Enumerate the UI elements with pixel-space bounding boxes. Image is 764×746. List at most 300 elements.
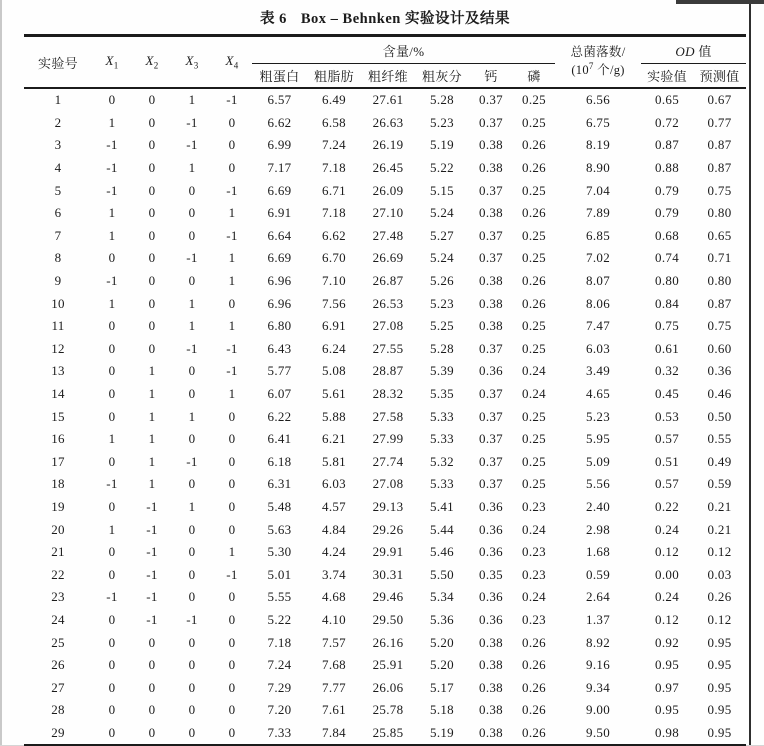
cell-x1: 0 — [108, 386, 116, 402]
cell-x3: 0 — [188, 386, 196, 402]
cell-colony-count: 2.64 — [586, 589, 610, 605]
x2-base: X — [145, 53, 154, 69]
cell-x3: -1 — [186, 114, 198, 130]
cell-calcium: 0.38 — [479, 702, 503, 718]
table-body — [24, 88, 746, 746]
cell-calcium: 0.38 — [479, 679, 503, 695]
cell-crude-fiber: 27.08 — [372, 476, 404, 492]
cell-colony-count: 5.56 — [586, 476, 610, 492]
cell-x3: 0 — [188, 679, 196, 695]
cell-phosphorus: 0.26 — [522, 295, 546, 311]
cell-crude-protein: 6.69 — [267, 250, 292, 266]
table-row — [24, 247, 746, 270]
cell-calcium: 0.37 — [479, 476, 503, 492]
cell-colony-count: 4.65 — [586, 386, 610, 402]
table-row — [24, 563, 746, 586]
cell-crude-fat: 7.68 — [322, 657, 346, 673]
cell-calcium: 0.38 — [479, 657, 503, 673]
cell-calcium: 0.38 — [479, 634, 503, 650]
colony-label-line1: 总菌落数/ — [570, 45, 626, 60]
cell-run-no: 14 — [51, 386, 65, 402]
cell-x3: 0 — [188, 476, 196, 492]
cell-crude-ash: 5.22 — [430, 160, 454, 176]
cell-crude-ash: 5.25 — [430, 318, 454, 334]
cell-od-experimental: 0.84 — [655, 295, 679, 311]
cell-od-experimental: 0.24 — [655, 589, 679, 605]
cell-od-predicted: 0.12 — [707, 611, 732, 627]
cell-crude-ash: 5.15 — [430, 182, 454, 198]
cell-x2: -1 — [146, 498, 158, 514]
cell-crude-ash: 5.19 — [430, 137, 454, 153]
cell-od-predicted: 0.50 — [707, 408, 732, 424]
cell-x1: 0 — [108, 363, 116, 379]
cell-x4: 0 — [228, 498, 236, 514]
table-title — [24, 5, 746, 34]
cell-x1: 1 — [108, 521, 116, 537]
cell-x3: 0 — [188, 521, 196, 537]
run-no-label: 实验号 — [38, 55, 78, 71]
table-header — [24, 36, 746, 89]
cell-od-predicted: 0.36 — [707, 363, 732, 379]
cell-x3: -1 — [186, 137, 198, 153]
cell-phosphorus: 0.26 — [522, 273, 546, 289]
x3-sub: 3 — [193, 60, 199, 71]
cell-colony-count: 7.02 — [586, 250, 610, 266]
cell-crude-protein: 6.57 — [267, 92, 292, 108]
cell-x1: 0 — [108, 611, 116, 627]
od-group-italic: OD — [675, 43, 695, 59]
cell-crude-fat: 5.88 — [322, 408, 346, 424]
col-group-content-percent — [252, 36, 555, 64]
cell-calcium: 0.36 — [479, 589, 503, 605]
cell-x4: 1 — [228, 205, 236, 221]
cell-od-experimental: 0.22 — [655, 498, 679, 514]
cell-colony-count: 9.00 — [586, 702, 610, 718]
cell-calcium: 0.37 — [479, 453, 503, 469]
cell-crude-fiber: 27.48 — [372, 227, 404, 243]
col-header-run-no — [24, 36, 92, 89]
cell-run-no: 1 — [54, 92, 62, 108]
cell-phosphorus: 0.23 — [522, 611, 546, 627]
cell-od-predicted: 0.87 — [707, 295, 732, 311]
col-group-od-value — [641, 36, 746, 64]
cell-x4: -1 — [226, 340, 238, 356]
table-row — [24, 179, 746, 202]
cell-x2: 0 — [148, 137, 156, 153]
cell-od-experimental: 0.32 — [655, 363, 679, 379]
cell-x1: -1 — [106, 160, 118, 176]
cell-phosphorus: 0.26 — [522, 679, 546, 695]
cell-crude-protein: 5.01 — [267, 566, 292, 582]
cell-run-no: 19 — [51, 498, 65, 514]
cell-phosphorus: 0.25 — [522, 92, 546, 108]
cell-colony-count: 1.68 — [586, 544, 610, 560]
cell-od-experimental: 0.72 — [655, 114, 679, 130]
cell-x4: 1 — [228, 386, 236, 402]
cell-crude-fat: 6.70 — [322, 250, 346, 266]
cell-od-experimental: 0.65 — [655, 92, 679, 108]
table-row — [24, 722, 746, 746]
cell-x2: -1 — [146, 566, 158, 582]
cell-run-no: 5 — [54, 182, 62, 198]
cell-calcium: 0.37 — [479, 431, 503, 447]
cell-crude-fiber: 28.32 — [372, 386, 404, 402]
cell-calcium: 0.37 — [479, 386, 503, 402]
col-header-x3 — [172, 36, 212, 89]
cell-crude-fiber: 26.53 — [372, 295, 404, 311]
scan-edge-top — [676, 0, 764, 4]
cell-od-experimental: 0.95 — [655, 657, 679, 673]
table-caption: Box – Behnken 实验设计及结果 — [300, 11, 510, 27]
cell-crude-ash: 5.17 — [430, 679, 454, 695]
cell-x3: 1 — [188, 160, 196, 176]
colony-label-exponent: 7 — [588, 60, 594, 71]
cell-calcium: 0.36 — [479, 498, 503, 514]
colony-label-line2-pre: (10 — [571, 63, 589, 78]
cell-x1: 0 — [108, 408, 116, 424]
table-row — [24, 360, 746, 383]
cell-crude-ash: 5.35 — [430, 386, 454, 402]
cell-phosphorus: 0.23 — [522, 544, 546, 560]
cell-phosphorus: 0.25 — [522, 340, 546, 356]
cell-x1: 0 — [108, 657, 116, 673]
cell-od-predicted: 0.59 — [707, 476, 732, 492]
cell-phosphorus: 0.24 — [522, 363, 546, 379]
cell-x4: -1 — [226, 566, 238, 582]
cell-phosphorus: 0.25 — [522, 476, 546, 492]
cell-x1: -1 — [106, 137, 118, 153]
cell-run-no: 29 — [51, 724, 65, 740]
cell-crude-fat: 4.84 — [322, 521, 346, 537]
cell-od-predicted: 0.80 — [707, 205, 732, 221]
cell-calcium: 0.37 — [479, 114, 503, 130]
cell-x4: -1 — [226, 92, 238, 108]
cell-colony-count: 6.85 — [586, 227, 610, 243]
cell-x2: 0 — [148, 250, 156, 266]
cell-crude-fiber: 29.91 — [372, 544, 404, 560]
cell-od-experimental: 0.79 — [655, 205, 679, 221]
cell-crude-fat: 6.21 — [322, 431, 346, 447]
cell-colony-count: 3.49 — [586, 363, 610, 379]
cell-x1: -1 — [106, 273, 118, 289]
cell-crude-protein: 6.62 — [267, 114, 292, 130]
cell-colony-count: 8.07 — [586, 273, 610, 289]
cell-colony-count: 6.56 — [586, 92, 610, 108]
cell-x4: 0 — [228, 408, 236, 424]
cell-x2: 1 — [148, 363, 156, 379]
cell-x2: 1 — [148, 476, 156, 492]
cell-phosphorus: 0.24 — [522, 386, 546, 402]
cell-crude-protein: 5.30 — [267, 544, 292, 560]
cell-crude-fat: 5.08 — [322, 363, 346, 379]
cell-od-predicted: 0.71 — [707, 250, 732, 266]
cell-colony-count: 9.34 — [586, 679, 610, 695]
cell-crude-fiber: 29.26 — [372, 521, 404, 537]
cell-od-experimental: 0.53 — [655, 408, 679, 424]
table-row — [24, 270, 746, 293]
cell-crude-ash: 5.18 — [430, 702, 454, 718]
cell-phosphorus: 0.25 — [522, 227, 546, 243]
cell-x2: 0 — [148, 318, 156, 334]
cell-x2: 0 — [148, 724, 156, 740]
cell-x1: 0 — [108, 340, 116, 356]
cell-crude-fiber: 29.50 — [372, 611, 404, 627]
cell-x4: 0 — [228, 589, 236, 605]
cell-crude-fiber: 27.58 — [372, 408, 404, 424]
cell-x4: 0 — [228, 476, 236, 492]
cell-crude-protein: 5.77 — [267, 363, 292, 379]
header-row-groups — [24, 36, 746, 64]
cell-calcium: 0.37 — [479, 250, 503, 266]
col-header-crude-ash: 粗灰分 — [415, 64, 469, 89]
cell-colony-count: 6.75 — [586, 114, 610, 130]
cell-colony-count: 5.95 — [586, 431, 610, 447]
table-row — [24, 609, 746, 632]
cell-od-experimental: 0.57 — [655, 476, 679, 492]
cell-crude-fat: 6.49 — [322, 92, 346, 108]
cell-crude-ash: 5.20 — [430, 634, 454, 650]
cell-crude-fat: 6.24 — [322, 340, 346, 356]
cell-crude-protein: 6.43 — [267, 340, 292, 356]
cell-calcium: 0.37 — [479, 340, 503, 356]
cell-crude-fiber: 27.61 — [372, 92, 404, 108]
cell-x1: 0 — [108, 318, 116, 334]
cell-crude-fat: 7.57 — [322, 634, 346, 650]
cell-crude-fat: 4.24 — [322, 544, 346, 560]
cell-x3: -1 — [186, 611, 198, 627]
cell-od-experimental: 0.00 — [655, 566, 679, 582]
cell-crude-protein: 7.17 — [267, 160, 292, 176]
cell-x1: 0 — [108, 453, 116, 469]
cell-phosphorus: 0.24 — [522, 589, 546, 605]
cell-x3: 0 — [188, 702, 196, 718]
cell-od-predicted: 0.75 — [707, 182, 732, 198]
cell-od-experimental: 0.51 — [655, 453, 679, 469]
cell-x2: 0 — [148, 205, 156, 221]
cell-crude-protein: 5.63 — [267, 521, 292, 537]
cell-phosphorus: 0.25 — [522, 182, 546, 198]
cell-x3: 0 — [188, 363, 196, 379]
table-row — [24, 112, 746, 135]
cell-od-experimental: 0.87 — [655, 137, 679, 153]
cell-x2: 1 — [148, 408, 156, 424]
col-header-x1 — [92, 36, 132, 89]
cell-crude-fat: 7.84 — [322, 724, 346, 740]
table-row — [24, 225, 746, 248]
cell-crude-protein: 6.22 — [267, 408, 292, 424]
cell-crude-fiber: 27.08 — [372, 318, 404, 334]
cell-crude-fat: 6.58 — [322, 114, 346, 130]
cell-crude-fat: 7.10 — [322, 273, 346, 289]
cell-crude-ash: 5.20 — [430, 657, 454, 673]
cell-crude-ash: 5.28 — [430, 340, 454, 356]
cell-crude-fat: 5.61 — [322, 386, 346, 402]
scan-edge-right — [749, 0, 751, 746]
cell-x1: 0 — [108, 544, 116, 560]
cell-calcium: 0.38 — [479, 137, 503, 153]
cell-x2: -1 — [146, 589, 158, 605]
cell-crude-ash: 5.33 — [430, 476, 454, 492]
scan-edge-left — [0, 0, 2, 746]
cell-run-no: 9 — [54, 273, 62, 289]
cell-run-no: 6 — [54, 205, 62, 221]
cell-x1: 0 — [108, 702, 116, 718]
cell-crude-fat: 6.91 — [322, 318, 346, 334]
cell-crude-ash: 5.50 — [430, 566, 454, 582]
cell-crude-protein: 6.31 — [267, 476, 292, 492]
cell-x2: 0 — [148, 227, 156, 243]
cell-x3: -1 — [186, 340, 198, 356]
cell-x1: -1 — [106, 182, 118, 198]
cell-run-no: 12 — [51, 340, 65, 356]
cell-crude-fiber: 25.91 — [372, 657, 404, 673]
x2-sub: 2 — [153, 60, 159, 71]
cell-crude-ash: 5.24 — [430, 250, 454, 266]
cell-run-no: 8 — [54, 250, 62, 266]
cell-x2: 1 — [148, 431, 156, 447]
cell-od-experimental: 0.24 — [655, 521, 679, 537]
cell-run-no: 20 — [51, 521, 65, 537]
cell-od-predicted: 0.12 — [707, 544, 732, 560]
cell-phosphorus: 0.25 — [522, 408, 546, 424]
col-header-crude-fiber: 粗纤维 — [361, 64, 415, 89]
table-row — [24, 428, 746, 451]
cell-colony-count: 8.92 — [586, 634, 610, 650]
cell-x1: 0 — [108, 566, 116, 582]
cell-crude-fat: 7.18 — [322, 205, 346, 221]
cell-x2: 0 — [148, 92, 156, 108]
cell-run-no: 28 — [51, 702, 65, 718]
col-header-crude-fat: 粗脂肪 — [307, 64, 361, 89]
cell-colony-count: 0.59 — [586, 566, 610, 582]
cell-od-experimental: 0.12 — [655, 544, 679, 560]
cell-crude-ash: 5.33 — [430, 431, 454, 447]
table-container — [24, 5, 746, 746]
cell-x1: 1 — [108, 114, 116, 130]
cell-crude-fiber: 26.16 — [372, 634, 404, 650]
cell-x2: -1 — [146, 521, 158, 537]
cell-colony-count: 6.03 — [586, 340, 610, 356]
cell-crude-protein: 5.55 — [267, 589, 292, 605]
cell-crude-fat: 7.61 — [322, 702, 346, 718]
table-row — [24, 699, 746, 722]
cell-calcium: 0.38 — [479, 318, 503, 334]
cell-x4: 0 — [228, 295, 236, 311]
cell-x1: 1 — [108, 431, 116, 447]
cell-od-predicted: 0.21 — [707, 521, 732, 537]
cell-calcium: 0.38 — [479, 205, 503, 221]
cell-phosphorus: 0.25 — [522, 431, 546, 447]
cell-x3: 0 — [188, 566, 196, 582]
cell-run-no: 15 — [51, 408, 65, 424]
cell-x3: 0 — [188, 182, 196, 198]
cell-x1: 0 — [108, 92, 116, 108]
cell-phosphorus: 0.24 — [522, 521, 546, 537]
cell-crude-fat: 7.24 — [322, 137, 346, 153]
cell-crude-protein: 6.80 — [267, 318, 292, 334]
cell-x1: 0 — [108, 498, 116, 514]
cell-calcium: 0.36 — [479, 363, 503, 379]
col-header-crude-protein: 粗蛋白 — [252, 64, 307, 89]
cell-od-experimental: 0.80 — [655, 273, 679, 289]
cell-x3: 1 — [188, 408, 196, 424]
cell-x1: -1 — [106, 476, 118, 492]
cell-crude-protein: 7.33 — [267, 724, 292, 740]
cell-colony-count: 8.90 — [586, 160, 610, 176]
cell-run-no: 16 — [51, 431, 65, 447]
cell-crude-protein: 6.96 — [267, 295, 292, 311]
cell-run-no: 10 — [51, 295, 65, 311]
cell-crude-fiber: 26.06 — [372, 679, 404, 695]
table-row — [24, 541, 746, 564]
cell-crude-protein: 6.99 — [267, 137, 292, 153]
cell-x4: 0 — [228, 521, 236, 537]
cell-phosphorus: 0.25 — [522, 250, 546, 266]
cell-x2: 0 — [148, 295, 156, 311]
cell-x1: 0 — [108, 724, 116, 740]
cell-x4: 1 — [228, 250, 236, 266]
cell-x4: 0 — [228, 160, 236, 176]
col-header-od-predicted: 预测值 — [693, 64, 746, 89]
table-row — [24, 586, 746, 609]
cell-x1: 0 — [108, 634, 116, 650]
cell-colony-count: 1.37 — [586, 611, 610, 627]
cell-crude-ash: 5.36 — [430, 611, 454, 627]
cell-crude-fat: 3.74 — [322, 566, 346, 582]
col-header-colony-count — [555, 36, 641, 89]
cell-run-no: 27 — [51, 679, 65, 695]
table-row — [24, 202, 746, 225]
cell-x3: 0 — [188, 544, 196, 560]
cell-od-predicted: 0.65 — [707, 227, 732, 243]
cell-crude-ash: 5.41 — [430, 498, 454, 514]
cell-x1: 0 — [108, 679, 116, 695]
cell-run-no: 11 — [51, 318, 65, 334]
cell-crude-fat: 7.18 — [322, 160, 346, 176]
cell-run-no: 18 — [51, 476, 65, 492]
cell-colony-count: 5.23 — [586, 408, 610, 424]
cell-x2: 1 — [148, 386, 156, 402]
cell-crude-fat: 6.62 — [322, 227, 346, 243]
table-row — [24, 451, 746, 474]
cell-crude-ash: 5.34 — [430, 589, 454, 605]
cell-run-no: 21 — [51, 544, 65, 560]
cell-x3: -1 — [186, 250, 198, 266]
cell-od-experimental: 0.68 — [655, 227, 679, 243]
cell-crude-fat: 6.71 — [322, 182, 346, 198]
cell-crude-fiber: 27.74 — [372, 453, 404, 469]
cell-calcium: 0.38 — [479, 295, 503, 311]
cell-od-experimental: 0.45 — [655, 386, 679, 402]
cell-crude-protein: 7.20 — [267, 702, 292, 718]
cell-x3: 0 — [188, 205, 196, 221]
cell-x3: 1 — [188, 295, 196, 311]
cell-phosphorus: 0.26 — [522, 205, 546, 221]
x4-sub: 4 — [233, 60, 239, 71]
cell-colony-count: 8.19 — [586, 137, 610, 153]
cell-x2: 0 — [148, 702, 156, 718]
cell-calcium: 0.36 — [479, 544, 503, 560]
cell-x3: 0 — [188, 227, 196, 243]
cell-crude-ash: 5.39 — [430, 363, 454, 379]
cell-crude-ash: 5.28 — [430, 92, 454, 108]
table-row — [24, 134, 746, 157]
col-header-calcium: 钙 — [469, 64, 513, 89]
cell-crude-protein: 5.48 — [267, 498, 292, 514]
cell-crude-fat: 7.56 — [322, 295, 346, 311]
cell-calcium: 0.36 — [479, 521, 503, 537]
cell-od-experimental: 0.74 — [655, 250, 679, 266]
